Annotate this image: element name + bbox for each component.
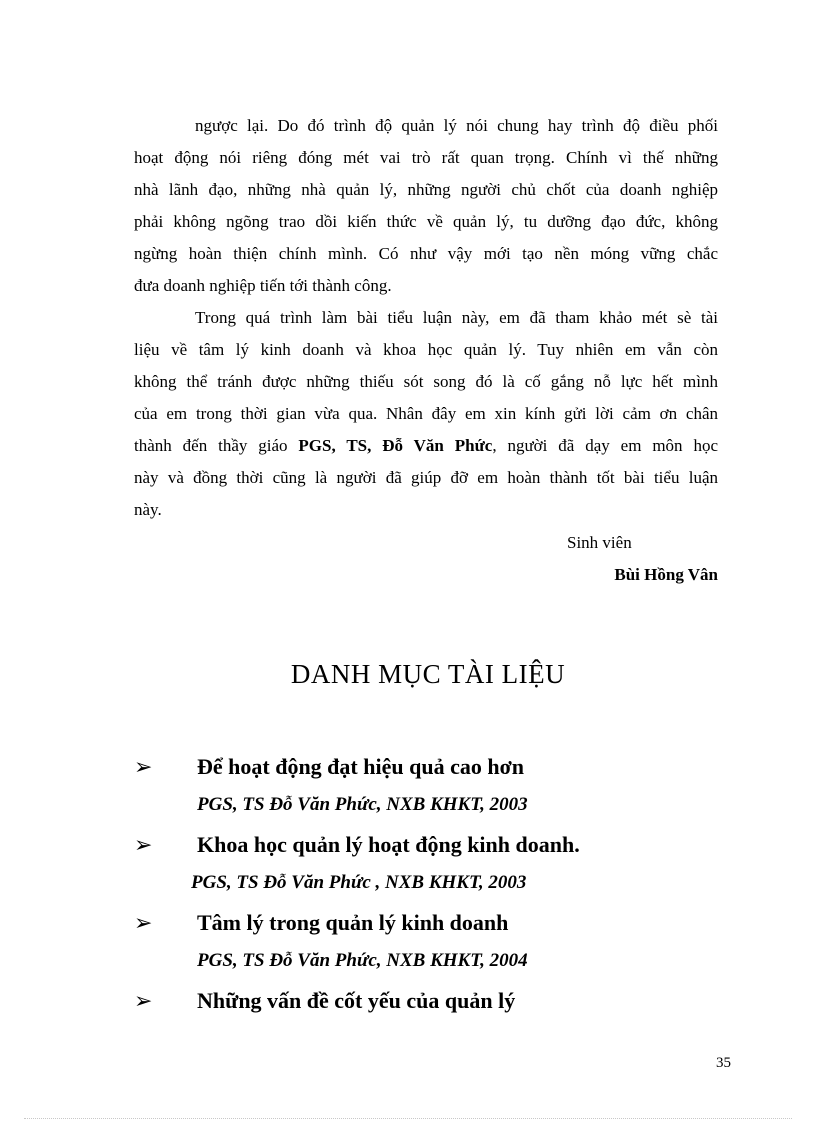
references-title: DANH MỤC TÀI LIỆU <box>290 659 566 689</box>
paragraph-line: này và đồng thời cũng là người đã giúp đỡ em hoàn thành tốt bài tiểu luận <box>134 468 718 487</box>
paragraph-line: phải không ngõng trao dồi kiến thức về quản lý, tu dưỡng đạo đức, không <box>134 212 718 231</box>
page-bottom-border <box>24 1118 792 1119</box>
paragraph-line: của em trong thời gian vừa qua. Nhân đây em xin kính gửi lời cảm ơn chân <box>134 404 718 423</box>
closing-paragraph-1 <box>134 110 718 302</box>
reference-item <box>134 982 774 1022</box>
signature-role: Sinh viên <box>567 533 632 552</box>
reference-item <box>134 904 774 982</box>
reference-title: Khoa học quản lý hoạt động kinh doanh. <box>197 832 580 857</box>
page-number: 35 <box>716 1055 731 1071</box>
thanks-text-before: thành đến thầy giáo <box>134 436 299 455</box>
paragraph-line: liệu về tâm lý kinh doanh và khoa học quản lý. Tuy nhiên em vẫn còn <box>134 340 718 359</box>
signature-name: Bùi Hồng Vân <box>614 565 718 584</box>
arrow-bullet-icon: ➢ <box>134 754 153 779</box>
paragraph-line: không thể tránh được những thiếu sót song đó là cố gắng nỗ lực hết mình <box>134 372 718 391</box>
paragraph-line: này. <box>134 500 162 519</box>
reference-title: Những vấn đề cốt yếu của quản lý <box>197 988 516 1013</box>
reference-source: PGS, TS Đỗ Văn Phức, NXB KHKT, 2004 <box>197 950 528 971</box>
thanks-text-after: , người đã dạy em môn học <box>492 436 718 455</box>
paragraph-line: Trong quá trình làm bài tiểu luận này, em đã tham khảo mét sè tài <box>195 308 718 327</box>
advisor-name: PGS, TS, Đỗ Văn Phức <box>298 436 493 455</box>
reference-title: Tâm lý trong quản lý kinh doanh <box>197 910 509 935</box>
paragraph-line-thanks <box>134 430 718 462</box>
arrow-bullet-icon: ➢ <box>134 832 153 857</box>
arrow-bullet-icon: ➢ <box>134 910 153 935</box>
references-list <box>134 748 774 1022</box>
reference-title: Để hoạt động đạt hiệu quả cao hơn <box>197 754 524 779</box>
paragraph-line: hoạt động nói riêng đóng mét vai trò rất quan trọng. Chính vì thế những <box>134 148 718 167</box>
reference-source: PGS, TS Đỗ Văn Phức , NXB KHKT, 2003 <box>191 872 527 893</box>
reference-source: PGS, TS Đỗ Văn Phức, NXB KHKT, 2003 <box>197 794 528 815</box>
paragraph-line: nhà lãnh đạo, những nhà quản lý, những người chủ chốt của doanh nghiệp <box>134 180 718 199</box>
paragraph-line: đưa doanh nghiệp tiến tới thành công. <box>134 276 392 295</box>
reference-item <box>134 826 774 904</box>
arrow-bullet-icon: ➢ <box>134 988 153 1013</box>
closing-paragraph-2 <box>134 302 718 526</box>
reference-item <box>134 748 774 826</box>
paragraph-line: ngừng hoàn thiện chính mình. Có như vậy mới tạo nền móng vững chắc <box>134 244 718 263</box>
paragraph-line: ngược lại. Do đó trình độ quản lý nói chung hay trình độ điều phối <box>195 116 718 135</box>
